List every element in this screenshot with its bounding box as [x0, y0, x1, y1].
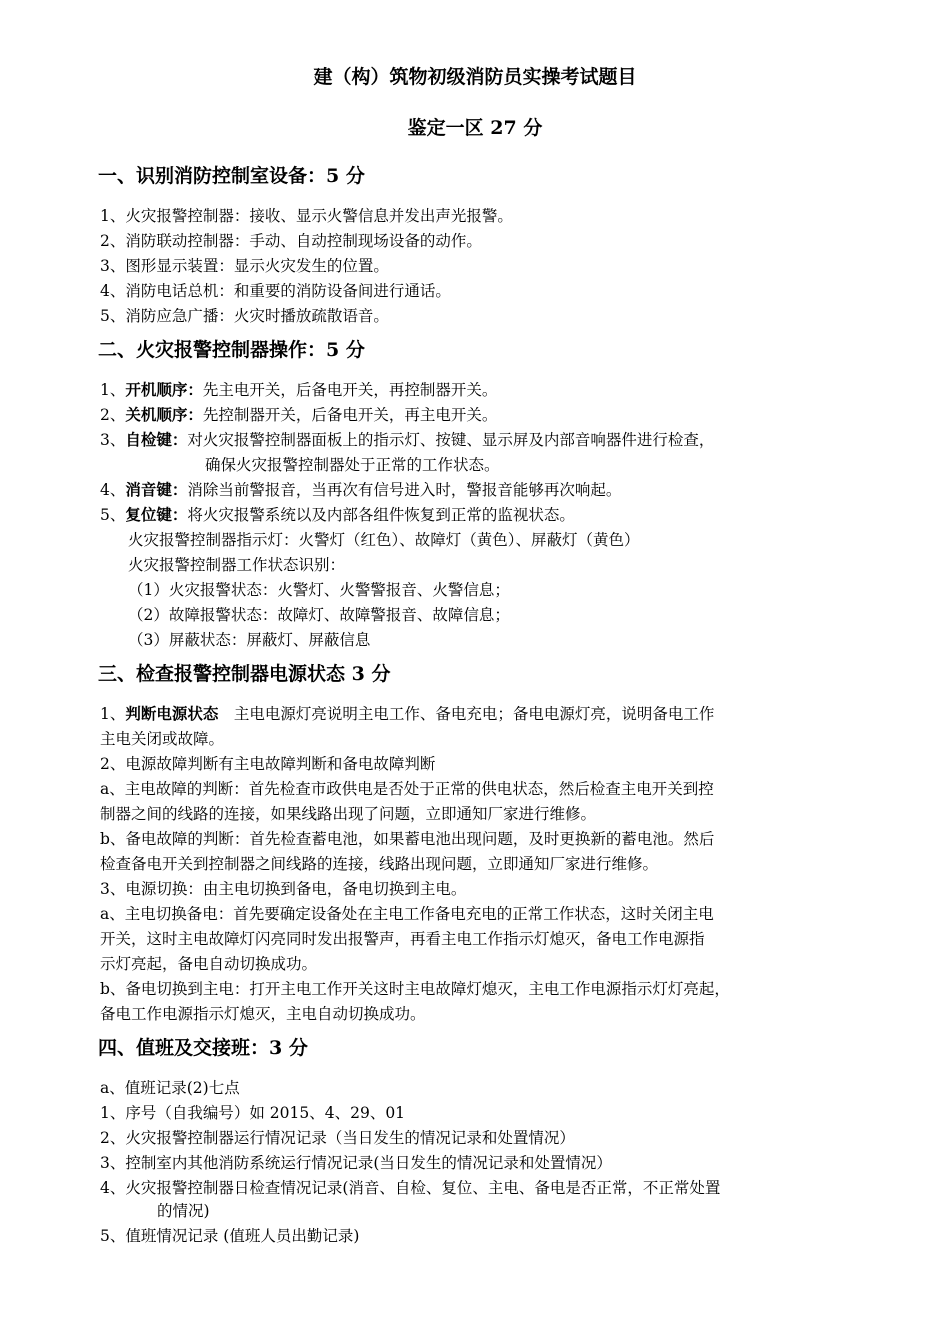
list-item [100, 429, 714, 451]
list-item [100, 404, 497, 426]
paragraph-line [100, 703, 714, 725]
list-item: 5、消防应急广播：火灾时播放疏散语音。 [100, 307, 389, 325]
item-number: 1、 [100, 705, 126, 723]
list-item: 1、火灾报警控制器：接收、显示火警信息并发出声光报警。 [100, 207, 513, 225]
list-item: 1、序号（自我编号）如 2015、4、29、01 [100, 1104, 406, 1122]
item-number: 2、 [100, 406, 126, 424]
paragraph-line: 备电工作电源指示灯熄灭，主电自动切换成功。 [100, 1005, 426, 1023]
list-item [100, 504, 575, 526]
paragraph-line: 3、电源切换：由主电切换到备电，备电切换到主电。 [100, 880, 467, 898]
item-key: 消音键： [125, 480, 188, 499]
list-item: 4、火灾报警控制器日检查情况记录(消音、自检、复位、主电、备电是否正常，不正常处置 [100, 1179, 721, 1197]
item-text: 先主电开关，后备电开关，再控制器开关。 [202, 381, 498, 399]
paragraph-line: 示灯亮起，备电自动切换成功。 [100, 955, 318, 973]
text-line: 火灾报警控制器工作状态识别： [128, 556, 346, 574]
document-subtitle: 鉴定一区 27 分 [407, 117, 543, 139]
item-key: 判断电源状态 [125, 704, 219, 723]
section-2-heading: 二、火灾报警控制器操作：5 分 [98, 339, 365, 361]
item-text: 对火灾报警控制器面板上的指示灯、按键、显示屏及内部音响器件进行检查， [187, 431, 715, 449]
list-item-continuation: 确保火灾报警控制器处于正常的工作状态。 [205, 456, 500, 474]
section-1-heading: 一、识别消防控制室设备：5 分 [98, 165, 365, 187]
section-4-heading: 四、值班及交接班：3 分 [98, 1037, 308, 1059]
paragraph-line: 制器之间的线路的连接，如果线路出现了问题，立即通知厂家进行维修。 [100, 805, 597, 823]
text-line: （3）屏蔽状态：屏蔽灯、屏蔽信息 [128, 631, 371, 649]
text-line: 火灾报警控制器指示灯：火警灯（红色）、故障灯（黄色）、屏蔽灯（黄色） [128, 531, 640, 549]
item-key: 开机顺序： [125, 380, 203, 399]
document-title: 建（构）筑物初级消防员实操考试题目 [313, 66, 637, 88]
text-line: （2）故障报警状态：故障灯、故障警报音、故障信息； [128, 606, 510, 624]
item-number: 5、 [100, 506, 126, 524]
list-item [100, 479, 621, 501]
paragraph-line: 检查备电开关到控制器之间线路的连接，线路出现问题，立即通知厂家进行维修。 [100, 855, 659, 873]
section-3-heading: 三、检查报警控制器电源状态 3 分 [98, 663, 391, 685]
item-text: 主电电源灯亮说明主电工作、备电充电；备电电源灯亮，说明备电工作 [218, 705, 715, 723]
list-item [100, 379, 497, 401]
paragraph-line: 开关，这时主电故障灯闪亮同时发出报警声，再看主电工作指示灯熄灭，备电工作电源指 [100, 930, 705, 948]
item-number: 3、 [100, 431, 126, 449]
paragraph-line: 2、电源故障判断有主电故障判断和备电故障判断 [100, 755, 436, 773]
list-item: a、值班记录(2)七点 [100, 1079, 240, 1097]
text-line: （1）火灾报警状态：火警灯、火警警报音、火警信息； [128, 581, 510, 599]
item-key: 复位键： [125, 505, 188, 524]
paragraph-line: a、主电切换备电：首先要确定设备处在主电工作备电充电的正常工作状态，这时关闭主电 [100, 905, 714, 923]
list-item: 2、火灾报警控制器运行情况记录（当日发生的情况记录和处置情况） [100, 1129, 575, 1147]
paragraph-line: a、主电故障的判断：首先检查市政供电是否处于正常的供电状态，然后检查主电开关到控 [100, 780, 714, 798]
list-item: 4、消防电话总机：和重要的消防设备间进行通话。 [100, 282, 451, 300]
item-text: 先控制器开关，后备电开关，再主电开关。 [202, 406, 498, 424]
item-text: 将火灾报警系统以及内部各组件恢复到正常的监视状态。 [187, 506, 575, 524]
item-text: 消除当前警报音，当再次有信号进入时，警报音能够再次响起。 [187, 481, 622, 499]
paragraph-line: b、备电故障的判断：首先检查蓄电池，如果蓄电池出现问题，及时更换新的蓄电池。然后 [100, 830, 715, 848]
list-item: 5、值班情况记录 (值班人员出勤记录) [100, 1227, 360, 1245]
item-key: 自检键： [125, 430, 188, 449]
list-item: 2、消防联动控制器：手动、自动控制现场设备的动作。 [100, 232, 482, 250]
list-item-continuation: 的情况) [157, 1202, 210, 1220]
list-item: 3、图形显示装置：显示火灾发生的位置。 [100, 257, 389, 275]
item-key: 关机顺序： [125, 405, 203, 424]
list-item: 3、控制室内其他消防系统运行情况记录(当日发生的情况记录和处置情况） [100, 1154, 612, 1172]
item-number: 1、 [100, 381, 126, 399]
item-number: 4、 [100, 481, 126, 499]
paragraph-line: b、备电切换到主电：打开主电工作开关这时主电故障灯熄灭，主电工作电源指示灯灯亮起， [100, 980, 730, 998]
paragraph-line: 主电关闭或故障。 [100, 730, 225, 748]
